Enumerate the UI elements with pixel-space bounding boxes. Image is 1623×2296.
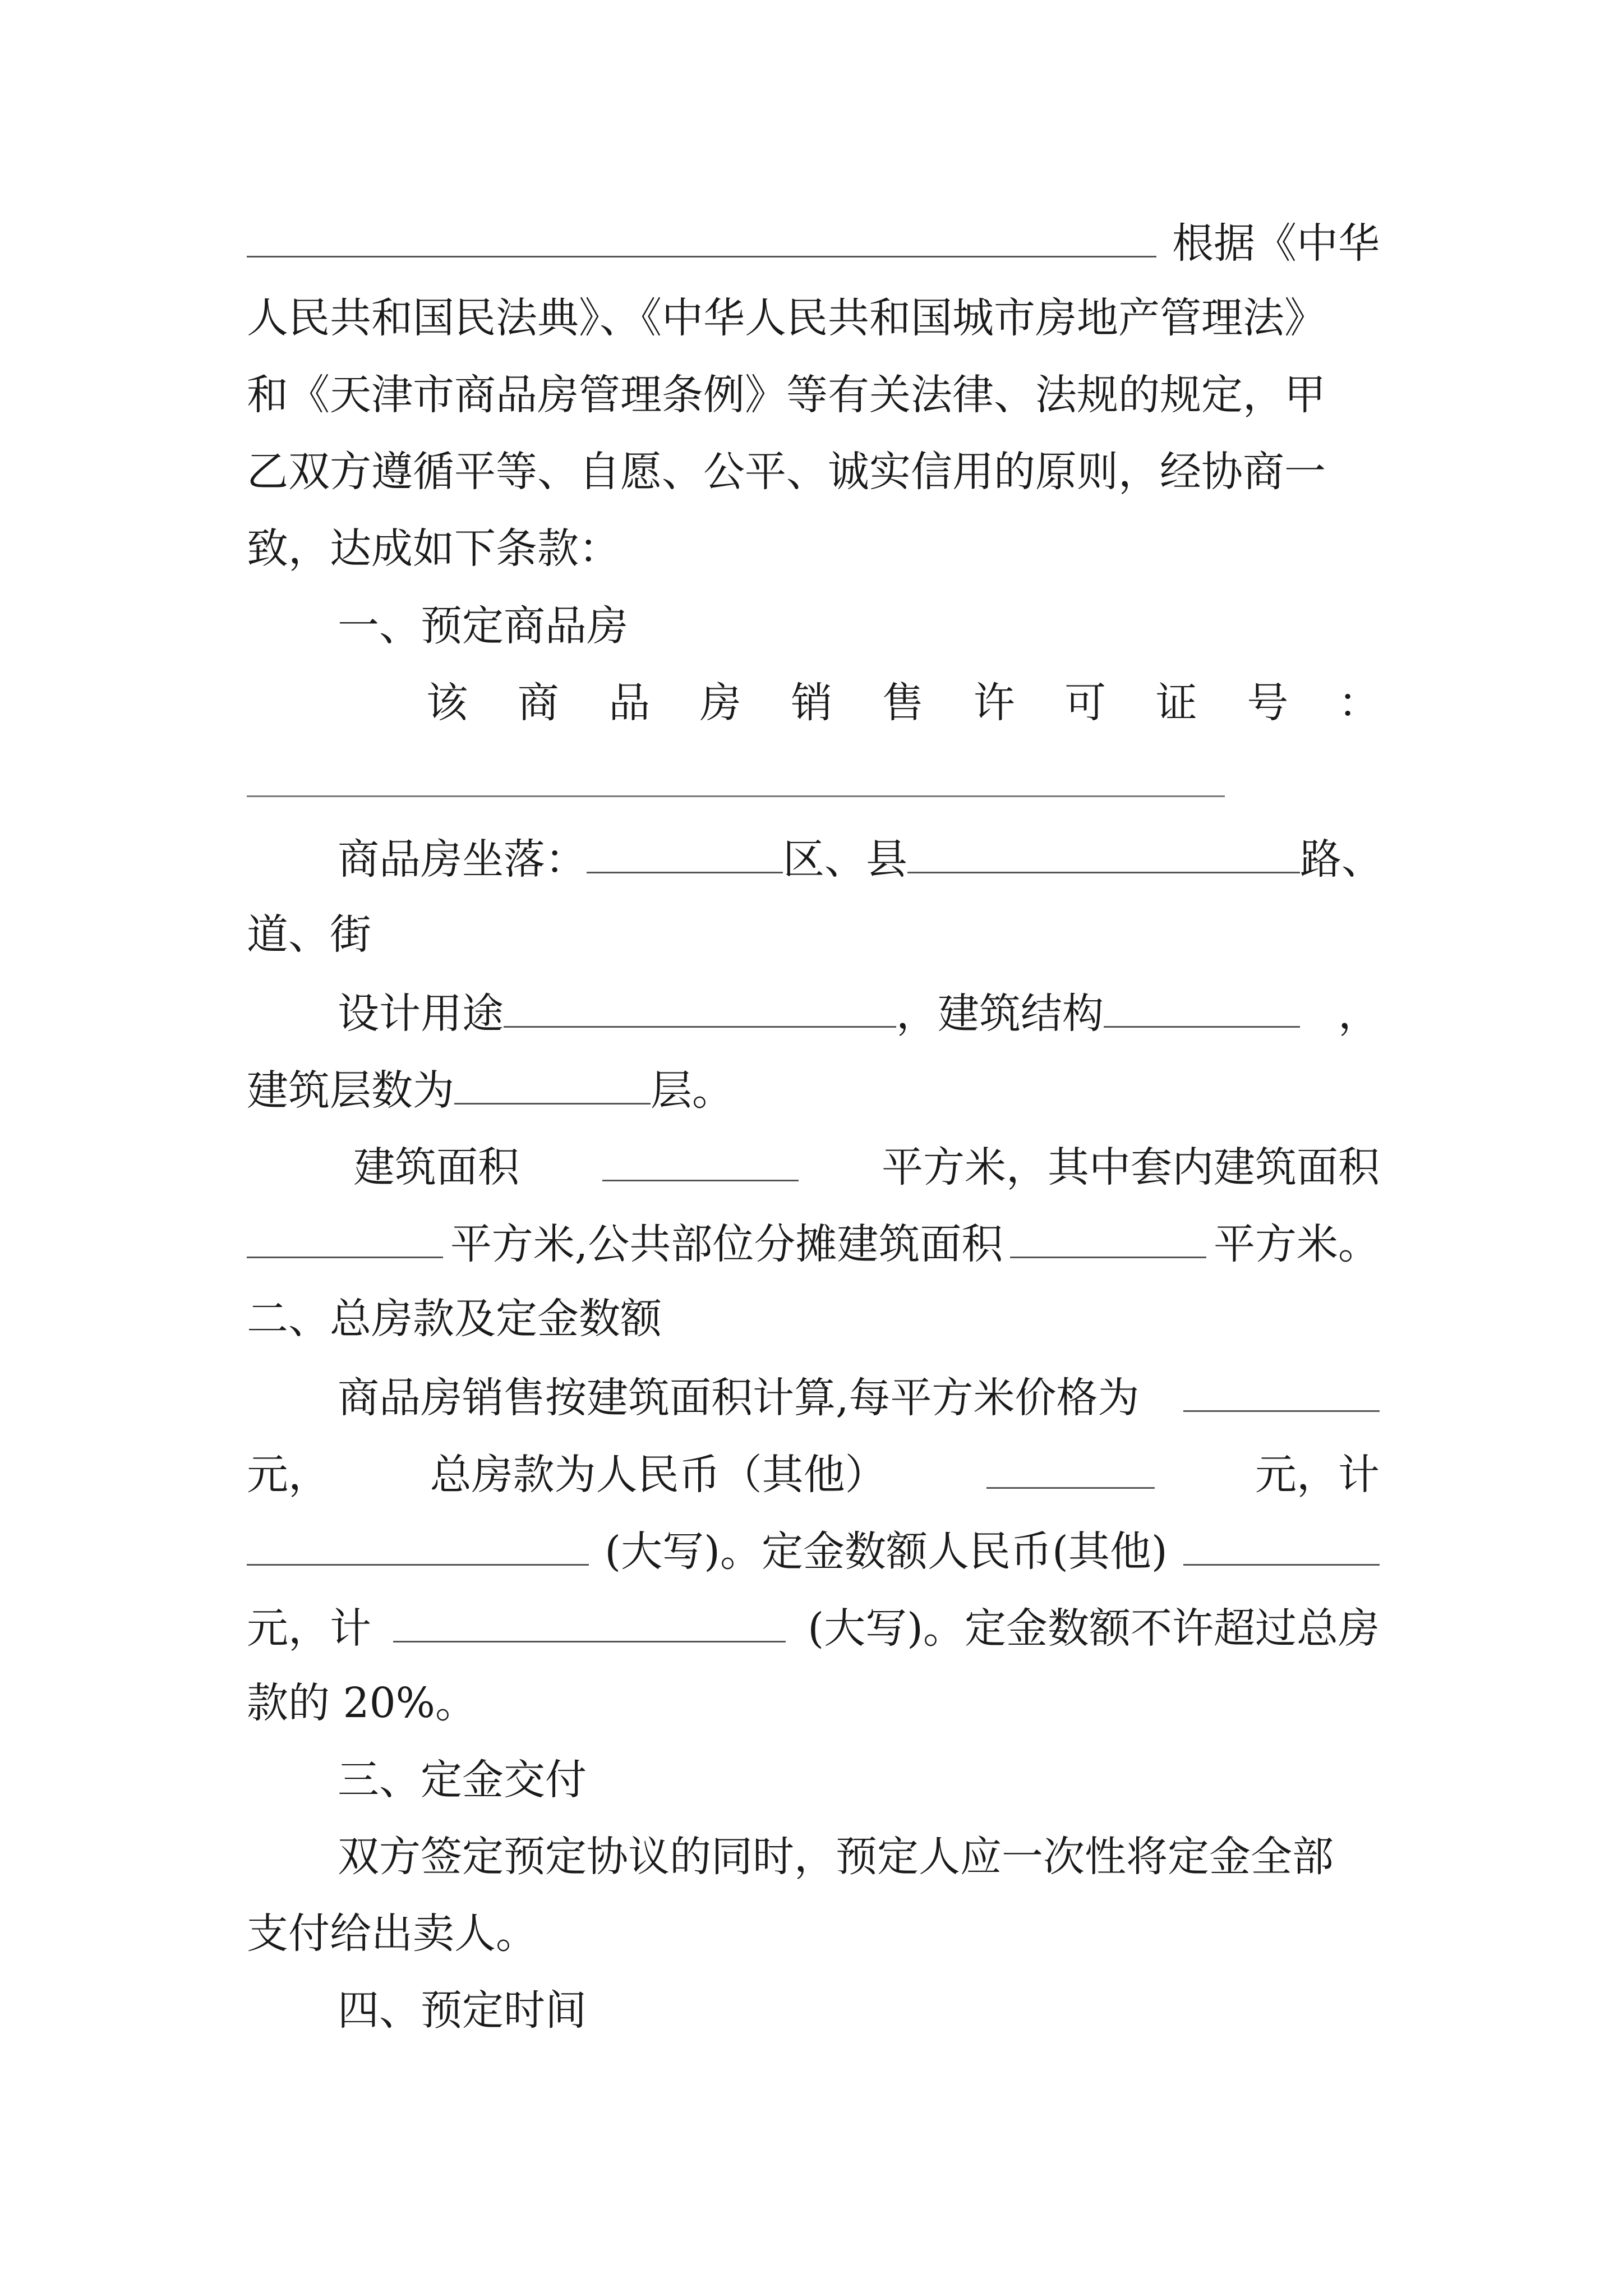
floors-label: 建筑层数为: [247, 1066, 454, 1115]
section-2-heading: 二、总房款及定金数额: [247, 1295, 662, 1343]
shared-area-blank[interactable]: [1010, 1214, 1206, 1258]
permit-char: 商: [517, 679, 559, 727]
deposit-words-blank[interactable]: [393, 1598, 786, 1642]
permit-char: 品: [608, 679, 651, 727]
intro-text-1: 根据《中华: [1172, 219, 1380, 268]
structure-label: ，建筑结构: [896, 990, 1104, 1038]
section-3-title: [338, 1752, 1380, 1808]
deposit-label: (大写)。定金数额人民币(其他): [605, 1527, 1168, 1576]
deposit-blank[interactable]: [1183, 1521, 1380, 1566]
usage-label: 设计用途: [338, 990, 504, 1038]
section-1-title: [338, 598, 1380, 654]
permit-line: [426, 675, 1380, 731]
road-blank[interactable]: [907, 829, 1300, 873]
permit-char: 号: [1247, 679, 1289, 727]
shared-area-unit: 平方米。: [1213, 1220, 1380, 1268]
district-blank[interactable]: [587, 829, 783, 873]
structure-end: ，: [1338, 990, 1380, 1038]
payment-line-1: [338, 1829, 1380, 1885]
price-line: [338, 1368, 1380, 1424]
location-label: 商品房坐落：: [338, 835, 587, 884]
area-label: 建筑面积: [353, 1143, 519, 1191]
permit-char: 售: [882, 679, 924, 727]
total-line: [247, 1444, 1380, 1501]
payment-text-2: 支付给出卖人。: [247, 1910, 537, 1958]
total-price-blank[interactable]: [986, 1444, 1155, 1489]
section-3-heading: 三、定金交付: [338, 1756, 587, 1804]
road-label: 路、: [1300, 835, 1383, 884]
section-4-title: [338, 1982, 1380, 2039]
intro-text-5: 致，达成如下条款：: [247, 524, 620, 573]
payment-text-1: 双方签定预定协议的同时，预定人应一次性将定金全部: [338, 1833, 1334, 1881]
section-4-heading: 四、预定时间: [338, 1986, 587, 2035]
intro-line-2: [247, 290, 1380, 346]
floors-line: [247, 1060, 1380, 1116]
usage-line: [338, 983, 1380, 1039]
deposit-line-2: [247, 1598, 1380, 1654]
intro-line-5: [247, 521, 1380, 577]
deposit-line-3: [247, 1675, 1380, 1731]
deposit-limit: (大写)。定金数额不许超过总房: [808, 1604, 1380, 1653]
area-line-2: [247, 1214, 1380, 1270]
structure-blank[interactable]: [1104, 983, 1300, 1028]
intro-text-3: 和《天津市商品房管理条例》等有关法律、法规的规定，甲: [247, 371, 1326, 419]
area-blank[interactable]: [602, 1137, 799, 1181]
usage-blank[interactable]: [504, 983, 896, 1028]
total-yuan-c: 元，计: [1255, 1451, 1380, 1499]
unit-price-blank[interactable]: [1183, 1368, 1380, 1412]
street-label: 道、街: [247, 910, 371, 959]
permit-char: 可: [1064, 679, 1106, 727]
permit-char: 销: [791, 679, 833, 727]
deposit-line: [247, 1521, 1380, 1577]
intro-text-4: 乙双方遵循平等、自愿、公平、诚实信用的原则，经协商一: [247, 448, 1326, 496]
location-line: [338, 829, 1383, 885]
intro-text-2: 人民共和国民法典》、《中华人民共和国城市房地产管理法》: [247, 294, 1326, 342]
total-label: 总房款为人民币（其他）: [430, 1451, 887, 1499]
permit-char: 证: [1155, 679, 1197, 727]
district-label: 区、县: [783, 835, 907, 884]
section-1-heading: 一、预定商品房: [338, 602, 628, 650]
party-blank[interactable]: [247, 213, 1156, 257]
deposit-yuan: 元，计: [247, 1604, 371, 1653]
total-words-blank[interactable]: [247, 1521, 589, 1566]
floors-unit: 层。: [651, 1066, 734, 1115]
permit-char: 该: [426, 679, 468, 727]
intro-line-4: [247, 444, 1380, 500]
street-line: [247, 907, 1380, 963]
permit-char: 许: [973, 679, 1015, 727]
area-line: [353, 1137, 1380, 1193]
intro-line-3: [247, 367, 1380, 423]
deposit-percent: 款的 20%。: [247, 1679, 477, 1727]
floors-blank[interactable]: [454, 1060, 651, 1105]
total-yuan-a: 元，: [247, 1451, 330, 1499]
permit-blank[interactable]: [247, 795, 1225, 797]
payment-line-2: [247, 1906, 1380, 1962]
area-mid: 平方米，其中套内建筑面积: [882, 1143, 1380, 1191]
shared-area-label: 平方米,公共部位分摊建筑面积: [450, 1220, 1003, 1268]
permit-char: 房: [699, 679, 741, 727]
permit-char: ：: [1338, 679, 1380, 727]
intro-line-1: [247, 213, 1380, 269]
price-label: 商品房销售按建筑面积计算,每平方米价格为: [338, 1374, 1140, 1422]
inner-area-blank[interactable]: [247, 1214, 443, 1258]
permit-label: [426, 675, 1380, 731]
section-2-title: [247, 1291, 1380, 1347]
